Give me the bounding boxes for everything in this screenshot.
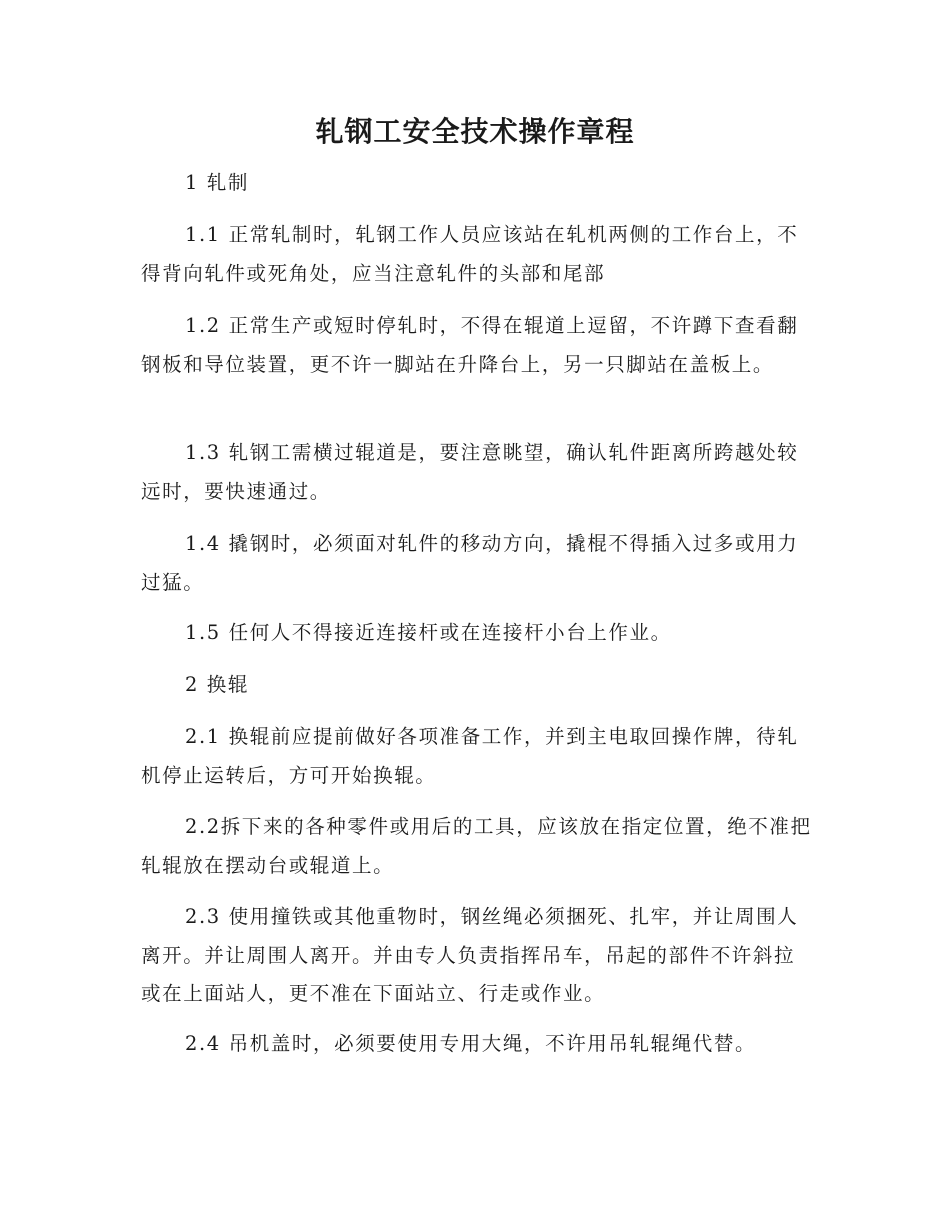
paragraph-2-1: 2.1 换辊前应提前做好各项准备工作，并到主电取回操作牌，待轧机停止运转后，方可开始换辊。: [141, 725, 799, 787]
paragraph-1-4: 1.4 撬钢时，必须面对轧件的移动方向，撬棍不得插入过多或用力过猛。: [141, 532, 799, 594]
section-heading-2: 2 换辊: [185, 673, 250, 696]
paragraph-2-3: 2.3 使用撞铁或其他重物时，钢丝绳必须捆死、扎牢，并让周围人离开。并让周围人离开。并由专人负责指挥吊车，吊起的部件不许斜拉或在上面站人，更不准在下面站立、行走或作业。: [141, 905, 799, 1005]
paragraph-1-3: 1.3 轧钢工需横过辊道是，要注意眺望，确认轧件距离所跨越处较远时，要快速通过。: [141, 441, 799, 503]
paragraph-2-2: 2.2拆下来的各种零件或用后的工具，应该放在指定位置，绝不准把轧辊放在摆动台或辊道上。: [141, 815, 812, 877]
section-heading-1: 1 轧制: [185, 171, 250, 194]
paragraph-2-4: 2.4 吊机盖时，必须要使用专用大绳，不许用吊轧辊绳代替。: [185, 1032, 757, 1055]
document-title: 轧钢工安全技术操作章程: [315, 115, 635, 148]
paragraph-1-5: 1.5 任何人不得接近连接杆或在连接杆小台上作业。: [185, 621, 672, 644]
paragraph-1-2: 1.2 正常生产或短时停轧时，不得在辊道上逗留，不许蹲下查看翻钢板和导位装置，更不许一脚站在升降台上，另一只脚站在盖板上。: [141, 314, 799, 376]
paragraph-1-1: 1.1 正常轧制时，轧钢工作人员应该站在轧机两侧的工作台上，不得背向轧件或死角处，应当注意轧件的头部和尾部: [141, 223, 799, 285]
